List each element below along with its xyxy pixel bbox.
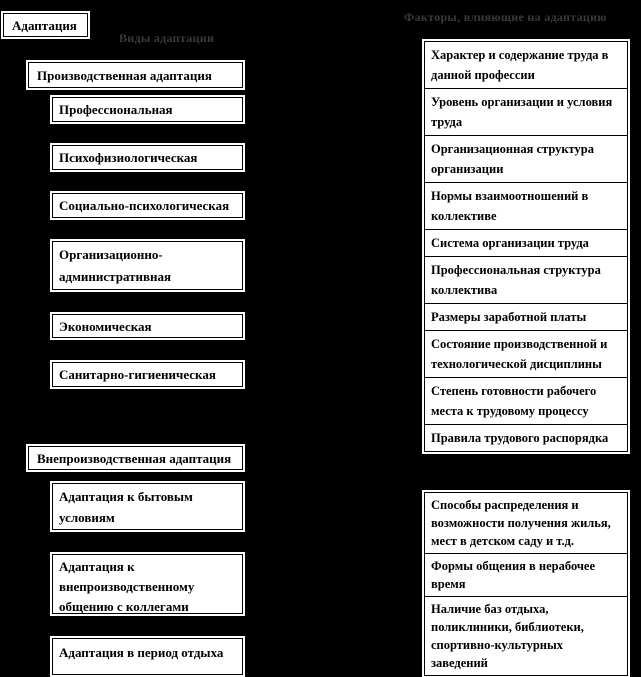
box-type-organizational-administrative: Организационно-административная (52, 241, 243, 290)
factor-item: Наличие баз отдыха, поликлиники, библиотеки, спортивно-культурных заведений (431, 602, 584, 670)
column-header-types: Виды адаптации (119, 31, 215, 45)
factor-item: Способы распределения и возможности получения жилья, мест в детском саду и т.д. (425, 493, 627, 554)
factor-item: Правила трудового распорядка (431, 431, 609, 445)
factor-item: Размеры заработной платы (425, 304, 627, 331)
box-production-adaptation: Производственная адаптация (28, 62, 243, 88)
box-type-living-conditions: Адаптация к бытовым условиям (52, 483, 243, 530)
factor-item: Профессиональная структура коллектива (425, 257, 627, 304)
factor-item: Состояние производственной и технологической дисциплины (425, 331, 627, 378)
factor-item: Нормы взаимоотношений в коллективе (425, 183, 627, 230)
box-type-sanitary-hygienic: Санитарно-гигиеническая (52, 362, 243, 387)
factors-group-nonproduction (424, 492, 628, 676)
box-type-psychophysiological: Психофизиологическая (52, 145, 243, 170)
factors-group-production (424, 41, 628, 452)
box-nonproduction-adaptation: Внепроизводственная адаптация (28, 446, 243, 470)
factor-item: Система организации труда (425, 230, 627, 257)
box-type-nonwork-communication: Адаптация к внепроизводственному общению с коллегами (52, 554, 243, 614)
box-type-professional: Профессиональная (52, 97, 243, 122)
box-type-socio-psychological: Социально-психологическая (52, 193, 243, 218)
factor-item: Организационная структура организации (425, 136, 627, 183)
factor-item: Характер и содержание труда в данной профессии (425, 42, 627, 89)
factor-item: Степень готовности рабочего места к трудовому процессу (425, 378, 627, 425)
box-type-economic: Экономическая (52, 314, 243, 338)
column-header-factors: Факторы, влияющие на адаптацию (404, 10, 607, 24)
factor-item: Формы общения в нерабочее время (425, 554, 627, 597)
box-type-rest-period: Адаптация в период отдыха (52, 638, 243, 675)
box-adaptation-root: Адаптация (3, 13, 88, 37)
factor-item: Уровень организации и условия труда (425, 89, 627, 136)
